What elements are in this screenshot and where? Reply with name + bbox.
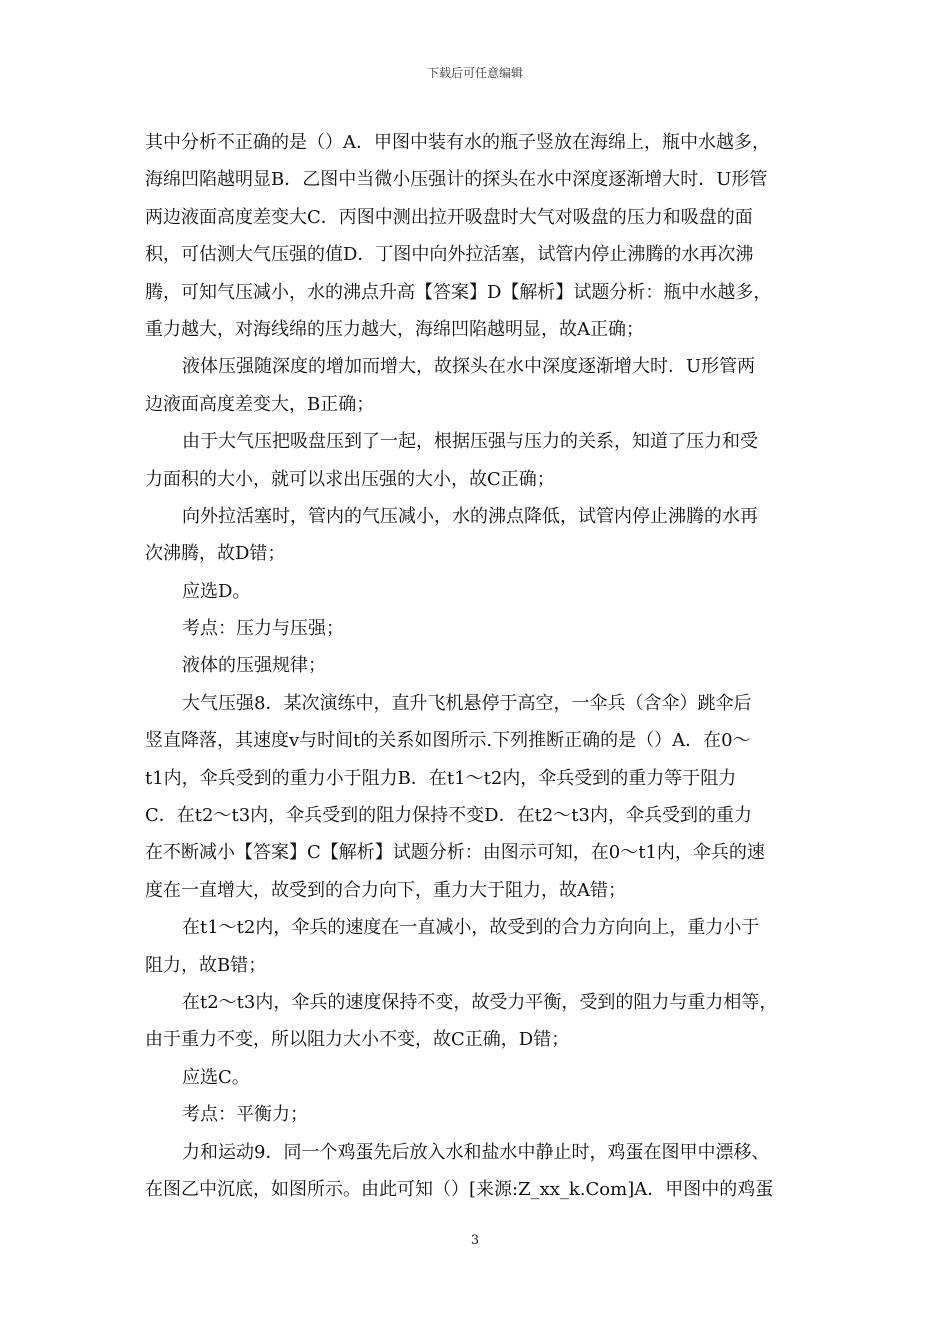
text-line: 大气压强8．某次演练中，直升飞机悬停于高空，一伞兵（含伞）跳伞后: [182, 692, 752, 714]
text-line: 边液面高度差变大，B正确；: [145, 393, 375, 415]
page-header: 下载后可任意编辑: [426, 66, 523, 80]
text-line: 重力越大，对海线绵的压力越大，海绵凹陷越明显，故A正确；: [145, 318, 644, 340]
text-line: 应选D。: [182, 580, 251, 602]
text-line: 由于大气压把吸盘压到了一起，根据压强与压力的关系，知道了压力和受: [182, 431, 758, 453]
text-line: C．在t2～t3内，伞兵受到的阻力保持不变D．在t2～t3内，伞兵受到的重力: [145, 805, 752, 827]
text-line: 在不断减小【答案】C【解析】试题分析：由图示可知，在0～t1内，伞兵的速: [145, 842, 765, 864]
text-line: 在t2～t3内，伞兵的速度保持不变，故受力平衡，受到的阻力与重力相等，: [182, 991, 778, 1013]
text-line: 向外拉活塞时，管内的气压减小，水的沸点降低，试管内停止沸腾的水再: [182, 505, 758, 527]
text-line: 其中分析不正确的是（）A．甲图中装有水的瓶子竖放在海绵上，瓶中水越多，: [145, 132, 770, 153]
text-line: 腾，可知气压减小，水的沸点升高【答案】D【解析】试题分析：瓶中水越多，: [145, 281, 772, 303]
text-line: 在t1～t2内，伞兵的速度在一直减小，故受到的合力方向向上，重力小于: [182, 917, 760, 939]
text-line: 积，可估测大气压强的值D．丁图中向外拉活塞，试管内停止沸腾的水再次沸: [145, 244, 754, 266]
text-line: 海绵凹陷越明显B．乙图中当微小压强计的探头在水中深度逐渐增大时．U形管: [145, 169, 768, 191]
document-body: [145, 124, 815, 1208]
text-line: 力和运动9．同一个鸡蛋先后放入水和盐水中静止时，鸡蛋在图甲中漂移、: [182, 1141, 770, 1163]
text-line: 两边液面高度差变大C．丙图中测出拉开吸盘时大气对吸盘的压力和吸盘的面: [145, 206, 753, 228]
text-line: 考点：压力与压强；: [182, 618, 344, 640]
page-number: 3: [470, 1233, 480, 1248]
text-line: 应选C。: [182, 1066, 250, 1088]
text-line: 由于重力不变，所以阻力大小不变，故C正确，D错；: [145, 1029, 570, 1051]
text-line: 阻力，故B错；: [145, 954, 267, 976]
text-line: t1内，伞兵受到的重力小于阻力B．在t1～t2内，伞兵受到的重力等于阻力: [145, 767, 737, 789]
text-line: 次沸腾，故D错；: [145, 543, 286, 565]
text-line: 竖直降落，其速度v与时间t的关系如图所示.下列推断正确的是（）A．在0～: [145, 730, 751, 752]
text-line: 液体的压强规律；: [182, 655, 326, 677]
text-line: 度在一直增大，故受到的合力向下，重力大于阻力，故A错；: [145, 879, 626, 901]
text-line: 在图乙中沉底，如图所示。由此可知（）[来源:Z_xx_k.Com]A．甲图中的鸡蛋: [145, 1178, 774, 1200]
text-line: 考点：平衡力；: [182, 1104, 308, 1126]
text-line: 液体压强随深度的增加而增大，故探头在水中深度逐渐增大时．U形管两: [182, 356, 756, 378]
text-line: 力面积的大小，就可以求出压强的大小，故C正确；: [145, 468, 555, 490]
